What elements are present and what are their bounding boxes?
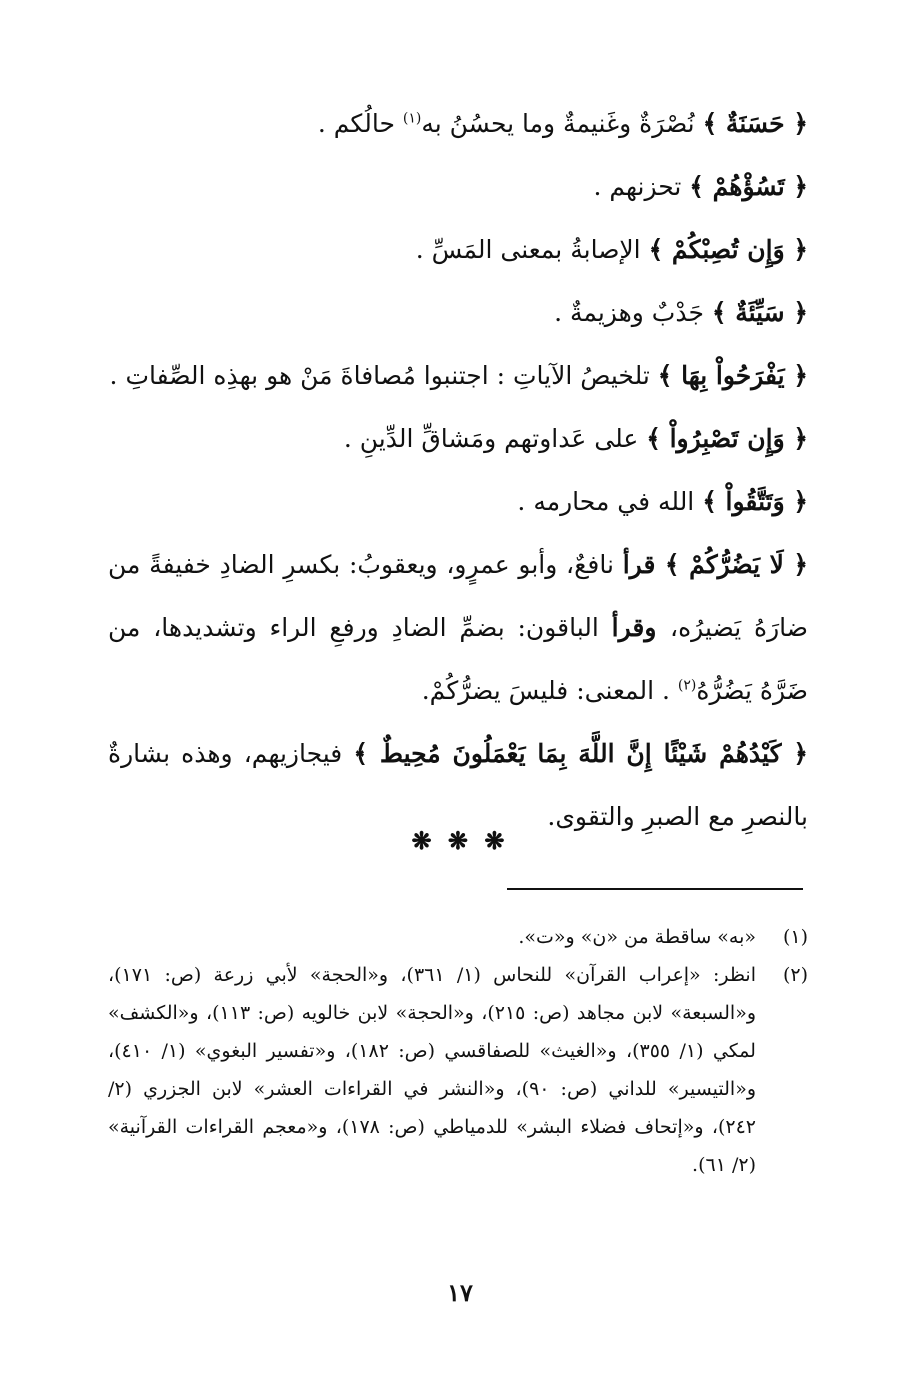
gloss-line-6	[108, 407, 808, 470]
quran-phrase: ﴿ سَيِّئَةٌ ﴾	[711, 298, 808, 327]
footnote-text: انظر: «إعراب القرآن» للنحاس (١/ ٣٦١)، و«الحجة» لأبي زرعة (ص: ١٧١)، و«السبعة» لابن مجاهد (ص: ٢١٥)، و«الحجة» لابن خالويه (ص: ١١٣)، و«الكشف» لمكي (١/ ٣٥٥)، و«الغيث» للصفاقسي (ص: ١٨٢)، و«تفسير البغوي» (١/ ٤١٠)، و«التيسير» للداني (ص: ٩٠)، و«النشر في القراءات العشر» لابن الجزري (٢/ ٢٤٢)، و«إتحاف فضلاء البشر» للدمياطي (ص: ١٧٨)، و«معجم القراءات القرآنية» (٢/ ٦١).	[108, 964, 757, 1176]
gloss-text: على عَداوتهم ومَشاقِّ الدِّينِ .	[343, 424, 647, 453]
page-number: ١٧	[447, 1278, 473, 1307]
gloss-text: تلخيصُ الآياتِ : اجتنبوا مُصافاةَ مَنْ هو بهذِه الصِّفاتِ .	[109, 361, 658, 390]
footnote-number: (١)	[782, 926, 808, 948]
quran-phrase: ﴿ كَيْدُهُمْ شَيْئًا إِنَّ اللَّهَ بِمَا يَعْمَلُونَ مُحِيطٌ ﴾	[353, 739, 808, 768]
paragraph-text: . المعنى: فليسَ يضرُّكُمْ.	[421, 676, 678, 705]
readings-paragraph	[108, 533, 808, 722]
quran-phrase: ﴿ حَسَنَةٌ ﴾	[702, 109, 808, 138]
paragraph-text: فيجازيهم، وهذه بشارةٌ بالنصرِ مع الصبرِ والتقوى.	[108, 739, 808, 831]
gloss-text: الله في محارمه .	[517, 487, 703, 516]
section-separator: ❋ ❋ ❋	[411, 826, 509, 855]
footnote-ref-1[interactable]: (١)	[402, 110, 422, 127]
footnotes	[108, 918, 808, 1184]
paragraph-text: الباقون: بضمِّ الضادِ ورفعِ الراء وتشديدها، من ضَرَّهُ يَضُرُّهُ	[108, 613, 808, 705]
footnote-ref-2[interactable]: (٢)	[677, 677, 697, 694]
gloss-text: حالُكم .	[317, 109, 403, 138]
quran-phrase: ﴿ وَتَتَّقُواْ ﴾	[702, 487, 808, 516]
gloss-line-3	[108, 218, 808, 281]
quran-phrase: ﴿ يَفْرَحُواْ بِهَا ﴾	[657, 361, 808, 390]
gloss-line-4	[108, 281, 808, 344]
gloss-line-2	[108, 155, 808, 218]
quran-phrase: ﴿ وَإِن تَصْبِرُواْ ﴾	[646, 424, 808, 453]
gloss-text: تحزنهم .	[593, 172, 690, 201]
paragraph-text: نافعٌ، وأبو عمرٍو، ويعقوبُ: بكسرِ الضادِ خفيفةً من ضارَهُ يَضيرُه،	[108, 550, 808, 642]
gloss-text: الإصابةُ بمعنى المَسِّ .	[415, 235, 649, 264]
quran-phrase: ﴿ لَا يَضُرُّكُمْ ﴾	[664, 550, 808, 579]
quran-phrase: ﴿ وَإِن تُصِبْكُمْ ﴾	[648, 235, 808, 264]
gloss-line-1	[108, 92, 808, 155]
gloss-text: جَدْبٌ وهزيمةٌ .	[554, 298, 712, 327]
footnote-2	[108, 956, 808, 1184]
main-text	[108, 92, 808, 848]
gloss-line-5	[108, 344, 808, 407]
bold-keyword: قرأ	[622, 550, 665, 579]
footnote-text: «به» ساقطة من «ن» و«ت».	[518, 926, 756, 948]
gloss-line-7	[108, 470, 808, 533]
gloss-text: نُصْرَةٌ وغَنيمةٌ وما يحسُنُ به	[421, 109, 703, 138]
footnote-number: (٢)	[782, 964, 808, 986]
footnote-1	[108, 918, 808, 956]
footnote-divider	[507, 888, 803, 890]
bold-keyword: وقرأ	[611, 613, 671, 642]
quran-phrase: ﴿ تَسُؤْهُمْ ﴾	[689, 172, 808, 201]
